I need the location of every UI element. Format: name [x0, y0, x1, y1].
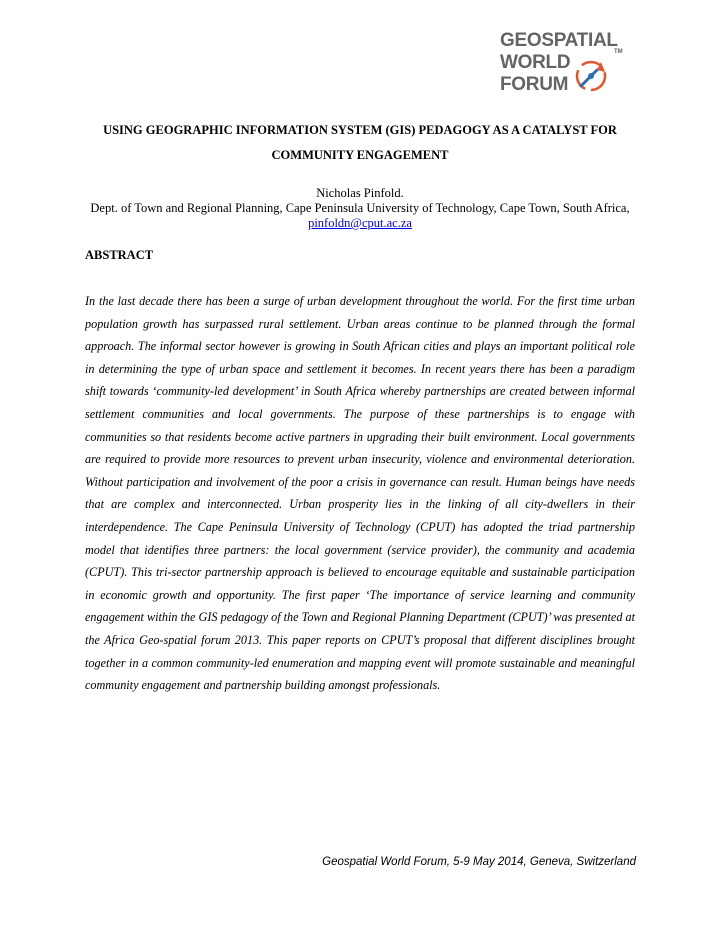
- affiliation-text: Dept. of Town and Regional Planning, Cape Peninsula University of Technology, Cape Town, South Africa,: [90, 201, 630, 215]
- page-footer: Geospatial World Forum, 5-9 May 2014, Geneva, Switzerland: [322, 856, 636, 868]
- abstract-body: In the last decade there has been a surge of urban development throughout the world. For the first time urban population growth has surpassed rural settlement. Urban areas continue to be planned through the formal approach. The informal sector however is growing in South African cities and plays an important political role in determining the type of urban space and settlement it becomes. In recent years there has been a paradigm shift towards ‘community-led development’ in South Africa whereby partnerships are created between informal settlement communities and local governments. The purpose of these partnerships is to engage with communities so that residents become active partners in upgrading their built environment. Local governments are required to provide more resources to prevent urban insecurity, violence and environmental deterioration. Without participation and involvement of the poor a crisis in governance can result. Human beings have needs that are complex and interconnected. Urban prosperity lies in the linking of all city-dwellers in their interdependence. The Cape Peninsula University of Technology (CPUT) has adopted the triad partnership model that identifies three partners: the local government (service provider), the community and academia (CPUT). This tri-sector partnership approach is believed to encourage equitable and sustainable participation in economic growth and opportunity. The first paper ‘The importance of service learning and community engagement within the GIS pedagogy of the Town and Regional Planning Department (CPUT)’ was presented at the Africa Geo-spatial forum 2013. This paper reports on CPUT’s proposal that different disciplines brought together in a common community-led enumeration and mapping event will promote sustainable and meaningful community engagement and partnership building amongst professionals.: [85, 294, 635, 693]
- logo-text-line-3: FORUM: [500, 74, 569, 95]
- globe-compass-icon: [567, 50, 615, 98]
- abstract-heading: ABSTRACT: [85, 248, 154, 262]
- author-name: Nicholas Pinfold.: [316, 186, 404, 200]
- logo-text-line-2: WORLD: [500, 52, 571, 73]
- trademark-mark: TM: [614, 49, 623, 55]
- author-block: [80, 186, 640, 231]
- geospatial-world-forum-logo: [500, 28, 635, 100]
- logo-text-line-1: GEOSPATIAL: [500, 30, 618, 51]
- paper-title: USING GEOGRAPHIC INFORMATION SYSTEM (GIS) PEDAGOGY AS A CATALYST FOR COMMUNITY ENGAGEMENT: [103, 123, 617, 162]
- author-email-link[interactable]: pinfoldn@cput.ac.za: [308, 216, 412, 230]
- author-affiliation: [80, 201, 640, 231]
